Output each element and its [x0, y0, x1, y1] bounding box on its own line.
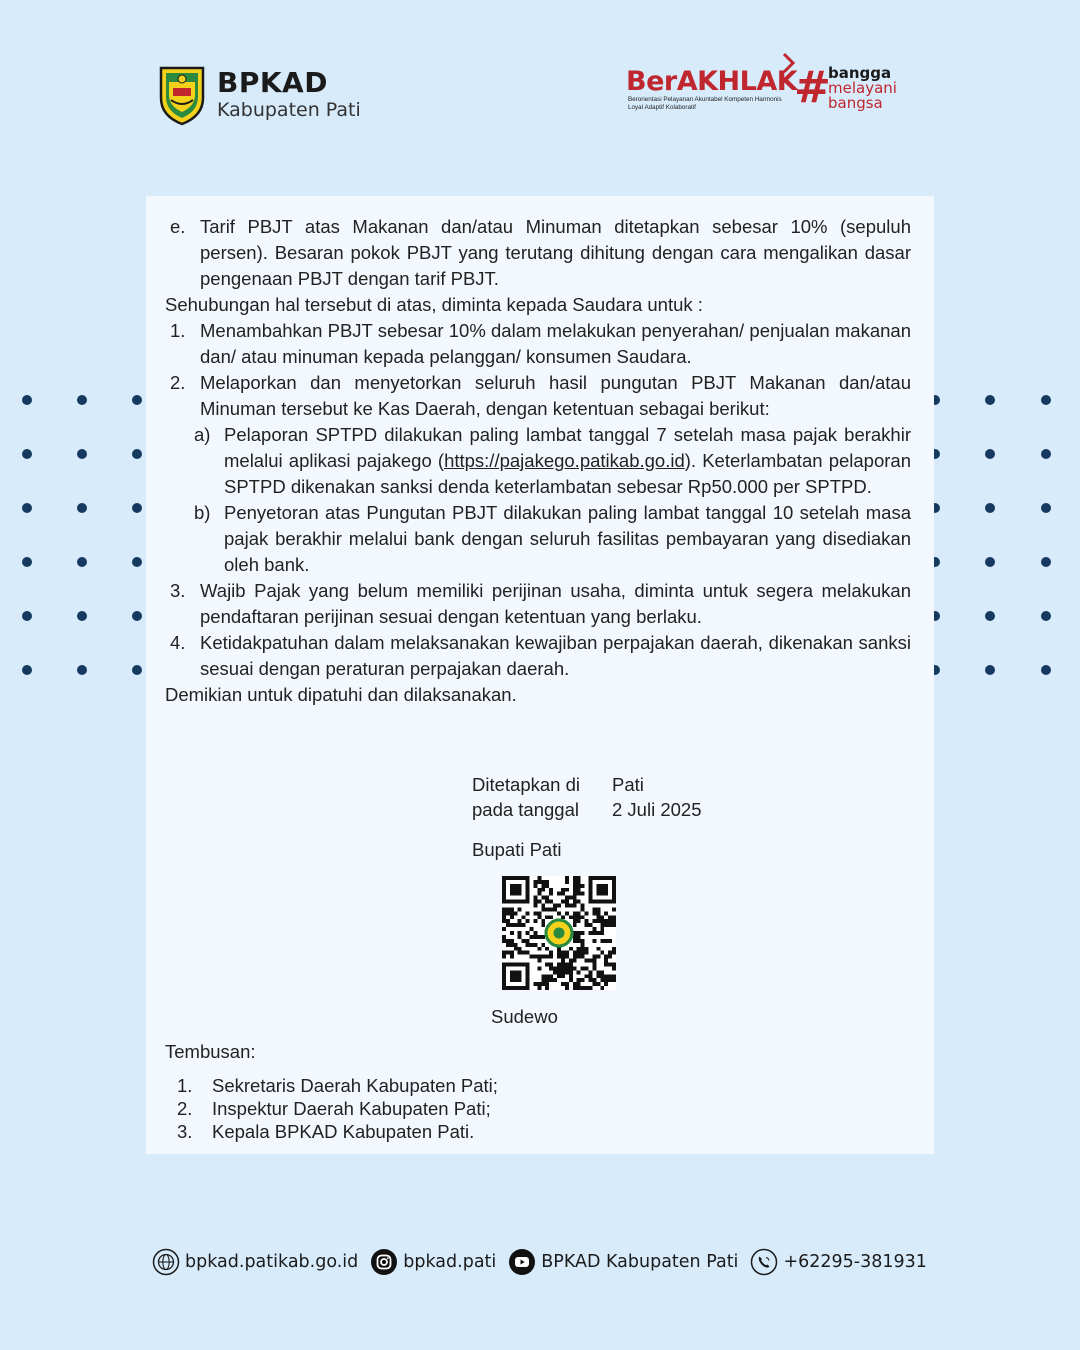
- document-page: [146, 196, 934, 1154]
- footer-youtube[interactable]: [508, 1248, 738, 1276]
- decorative-dot: [22, 395, 32, 405]
- intro-text: Sehubungan hal tersebut di atas, diminta kepada Saudara untuk :: [165, 294, 703, 315]
- place-label: Ditetapkan di: [472, 774, 580, 795]
- item-2a: [165, 422, 911, 500]
- decorative-dot: [1041, 557, 1051, 567]
- list-item: [165, 1074, 765, 1097]
- bangga-melayani-bangsa: [828, 66, 897, 111]
- decorative-dot: [985, 395, 995, 405]
- decorative-dot: [22, 557, 32, 567]
- decorative-dot: [985, 665, 995, 675]
- list-number: 1.: [177, 1075, 193, 1096]
- decorative-dot: [1041, 503, 1051, 513]
- list-number: 2.: [177, 1098, 193, 1119]
- decorative-dot: [77, 395, 87, 405]
- decorative-dot: [1041, 611, 1051, 621]
- list-text: Sekretaris Daerah Kabupaten Pati;: [212, 1075, 498, 1096]
- item-marker: 4.: [170, 632, 186, 653]
- qr-code-signature: [502, 876, 616, 990]
- item-text: Wajib Pajak yang belum memiliki perijinan usaha, diminta untuk segera melakukan pendaftaran perijinan sesuai dengan ketentuan yang berlaku.: [200, 580, 911, 627]
- item-4: [165, 630, 911, 682]
- decorative-dot: [985, 611, 995, 621]
- text-before-link: Pelaporan SPTPD dilakukan paling lambat tanggal 7 setelah masa pajak berakhir melalui aplikasi pajakego (: [224, 424, 911, 471]
- berakhlak-tagline: Berorientasi Pelayanan Akuntabel Kompeten Harmonis Loyal Adaptif Kolaboratif: [628, 96, 782, 111]
- pajakego-link[interactable]: https://pajakego.patikab.go.id: [444, 450, 685, 471]
- signer-name: Sudewo: [491, 1006, 558, 1027]
- decorative-dot: [77, 665, 87, 675]
- phone-icon: [750, 1248, 778, 1276]
- decorative-dot: [1041, 395, 1051, 405]
- item-2b: [165, 500, 911, 578]
- item-text: Menambahkan PBJT sebesar 10% dalam melakukan penyerahan/ penjualan makanan dan/ atau minuman kepada pelanggan/ konsumen Saudara.: [200, 320, 911, 367]
- hashtag-word-3: bangsa: [828, 94, 883, 112]
- document-body: [165, 214, 911, 708]
- decorative-dot: [132, 665, 142, 675]
- contact-footer: [152, 1248, 939, 1276]
- item-2: [165, 370, 911, 422]
- berakhlak-logo: [626, 52, 906, 116]
- list-text: Kepala BPKAD Kabupaten Pati.: [212, 1121, 475, 1142]
- item-marker: e.: [170, 216, 186, 237]
- brand-subtitle: Kabupaten Pati: [217, 98, 361, 121]
- item-text: [224, 422, 911, 500]
- tembusan-section: [165, 1040, 765, 1143]
- decorative-dot: [77, 449, 87, 459]
- footer-phone[interactable]: [750, 1248, 926, 1276]
- berakhlak-wordmark: BerAKHLAK: [626, 66, 798, 97]
- decorative-dot: [132, 449, 142, 459]
- decorative-dot: [77, 503, 87, 513]
- globe-icon: [152, 1248, 180, 1276]
- phone-text: +62295-381931: [783, 1252, 927, 1272]
- decorative-dot: [22, 503, 32, 513]
- decorative-dot: [132, 611, 142, 621]
- text-after-link: ). Keterlambatan pelaporan SPTPD dikenakan sanksi denda keterlambatan sebesar Rp50.000 per SPTPD.: [224, 450, 911, 497]
- item-e: [165, 214, 911, 292]
- signer-role: Bupati Pati: [472, 839, 562, 860]
- decorative-dot: [77, 611, 87, 621]
- item-marker: b): [194, 502, 211, 523]
- date-label: pada tanggal: [472, 799, 579, 820]
- decorative-dot: [985, 503, 995, 513]
- item-marker: 2.: [170, 372, 186, 393]
- decorative-dot: [132, 557, 142, 567]
- decorative-dot: [1041, 665, 1051, 675]
- hashtag-word-1: bangga: [828, 64, 892, 82]
- item-text: Melaporkan dan menyetorkan seluruh hasil pungutan PBJT Makanan dan/atau Minuman tersebut ke Kas Daerah, dengan ketentuan sebagai berikut:: [200, 372, 911, 419]
- item-marker: a): [194, 424, 211, 445]
- list-item: [165, 1097, 765, 1120]
- list-item: [165, 1120, 765, 1143]
- brand-title: BPKAD: [217, 65, 328, 99]
- footer-website[interactable]: [152, 1248, 358, 1276]
- decorative-dot: [132, 503, 142, 513]
- instagram-text: bpkad.pati: [403, 1252, 497, 1272]
- decorative-dot: [1041, 449, 1051, 459]
- decorative-dot: [77, 557, 87, 567]
- item-marker: 3.: [170, 580, 186, 601]
- list-number: 3.: [177, 1121, 193, 1142]
- list-text: Inspektur Daerah Kabupaten Pati;: [212, 1098, 491, 1119]
- item-text: Tarif PBJT atas Makanan dan/atau Minuman ditetapkan sebesar 10% (sepuluh persen). Besaran pokok PBJT yang terutang dihitung dengan cara mengalikan dasar pengenaan PBJT dengan tarif PBJT.: [200, 216, 911, 289]
- item-text: Ketidakpatuhan dalam melaksanakan kewajiban perpajakan daerah, dikenakan sanksi sesuai dengan peraturan perpajakan daerah.: [200, 632, 911, 679]
- youtube-text: BPKAD Kabupaten Pati: [541, 1252, 739, 1272]
- website-text: bpkad.patikab.go.id: [185, 1252, 359, 1272]
- date-value: 2 Juli 2025: [612, 799, 702, 820]
- hashtag-word-2: melayani: [828, 79, 897, 97]
- kabupaten-pati-crest-icon: [157, 62, 207, 126]
- item-text: Penyetoran atas Pungutan PBJT dilakukan paling lambat tanggal 10 setelah masa pajak berakhir melalui bank dengan seluruh fasilitas pembayaran yang disediakan oleh bank.: [224, 502, 911, 575]
- decorative-dot: [985, 449, 995, 459]
- item-1: [165, 318, 911, 370]
- footer-instagram[interactable]: [370, 1248, 496, 1276]
- youtube-icon: [508, 1248, 536, 1276]
- hashtag-icon: #: [794, 62, 831, 113]
- signature-block: [472, 772, 701, 862]
- place-value: Pati: [612, 774, 644, 795]
- closing-text: Demikian untuk dipatuhi dan dilaksanakan.: [165, 684, 517, 705]
- item-marker: 1.: [170, 320, 186, 341]
- decorative-dot: [22, 665, 32, 675]
- decorative-dot: [985, 557, 995, 567]
- item-3: [165, 578, 911, 630]
- tembusan-label: Tembusan:: [165, 1041, 256, 1062]
- bpkad-brand: [157, 62, 361, 126]
- decorative-dot: [22, 449, 32, 459]
- decorative-dot: [132, 395, 142, 405]
- decorative-dot: [22, 611, 32, 621]
- instagram-icon: [370, 1248, 398, 1276]
